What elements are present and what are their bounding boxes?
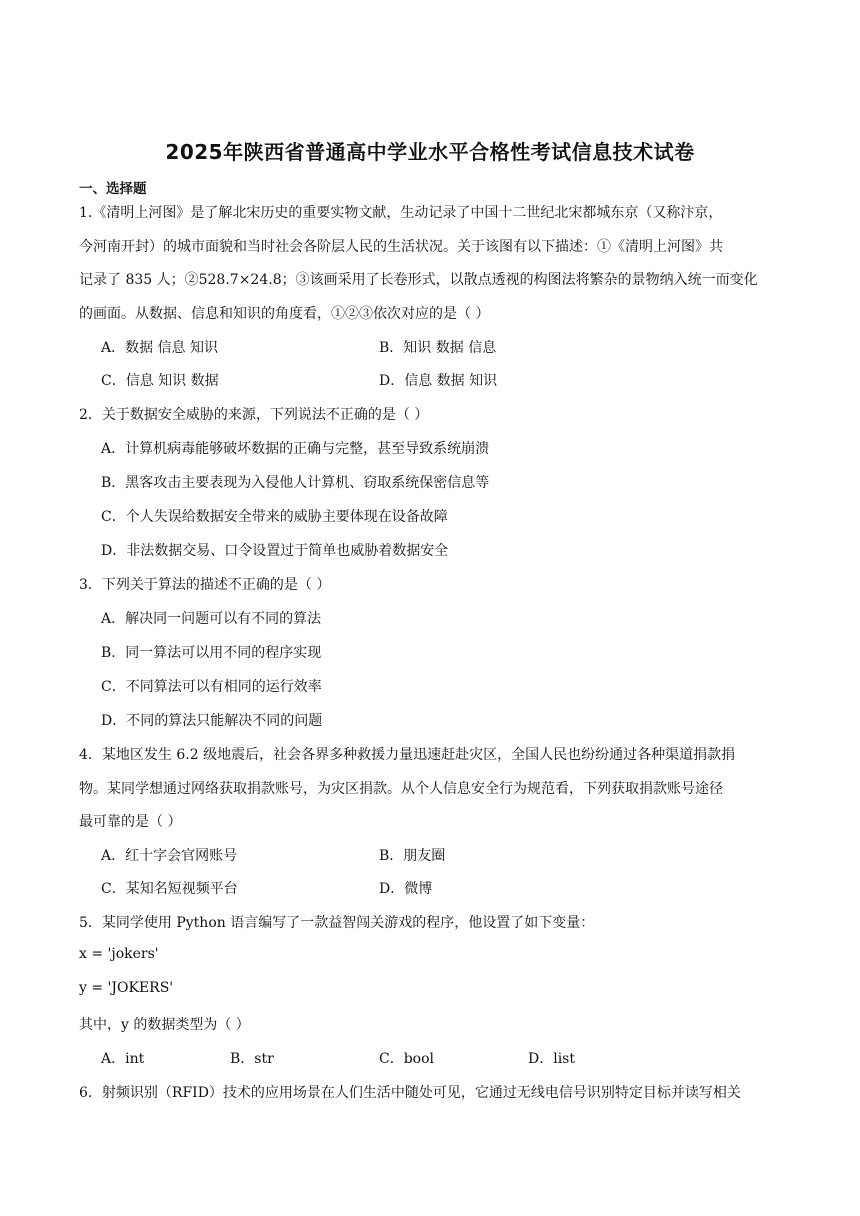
q5-question: 其中，y 的数据类型为（ ）	[79, 1017, 250, 1033]
q5-option-d: D．list	[528, 1051, 575, 1067]
q1-option-a: A．数据 信息 知识	[101, 340, 219, 356]
q3-option-b: B．同一算法可以用不同的程序实现	[101, 645, 322, 661]
q5-stem: 5．某同学使用 Python 语言编写了一款益智闯关游戏的程序，他设置了如下变量：	[79, 915, 595, 931]
q1-line-4: 的画面。从数据、信息和知识的角度看，①②③依次对应的是（ ）	[79, 306, 490, 322]
q3-option-c: C．不同算法可以有相同的运行效率	[101, 679, 322, 695]
q2-option-c: C．个人失误给数据安全带来的威胁主要体现在设备故障	[101, 509, 448, 525]
q4-line-3: 最可靠的是（ ）	[79, 814, 182, 830]
q6-stem: 6．射频识别（RFID）技术的应用场景在人们生活中随处可见，它通过无线电信号识别特定目标并读写相关	[79, 1085, 741, 1101]
q5-code-y: y = 'JOKERS'	[79, 980, 174, 996]
q4-option-c: C．某知名短视频平台	[101, 881, 238, 897]
q2-option-a: A．计算机病毒能够破坏数据的正确与完整，甚至导致系统崩溃	[101, 441, 490, 457]
q4-option-b: B．朋友圈	[379, 848, 446, 864]
q5-code-x: x = 'jokers'	[79, 946, 159, 962]
q5-option-a: A．int	[101, 1051, 145, 1067]
q3-option-d: D．不同的算法只能解决不同的问题	[101, 713, 323, 729]
q4-line-1: 4．某地区发生 6.2 级地震后，社会各界多种救援力量迅速赶赴灾区，全国人民也纷纷通过各种渠道捐款捐	[79, 747, 736, 763]
q3-stem: 3．下列关于算法的描述不正确的是（ ）	[79, 577, 331, 593]
q1-option-c: C．信息 知识 数据	[101, 373, 219, 389]
q1-line-1: 1.《清明上河图》是了解北宋历史的重要实物文献，生动记录了中国十二世纪北宋都城东京（又称汴京，	[79, 205, 723, 221]
q5-option-c: C．bool	[379, 1051, 435, 1067]
q2-option-b: B．黑客攻击主要表现为入侵他人计算机、窃取系统保密信息等	[101, 475, 490, 491]
section-heading: 一、选择题	[79, 181, 147, 197]
page-title: 2025年陕西省普通高中学业水平合格性考试信息技术试卷	[165, 140, 695, 164]
q3-option-a: A．解决同一问题可以有不同的算法	[101, 611, 322, 627]
q2-option-d: D．非法数据交易、口令设置过于简单也威胁着数据安全	[101, 543, 449, 559]
q4-option-a: A．红十字会官网账号	[101, 848, 238, 864]
q5-option-b: B．str	[230, 1051, 274, 1067]
q1-line-3: 记录了 835 人；②528.7×24.8；③该画采用了长卷形式，以散点透视的构图法将繁杂的景物纳入统一而变化	[79, 272, 758, 288]
q1-option-b: B．知识 数据 信息	[379, 340, 497, 356]
q4-line-2: 物。某同学想通过网络获取捐款账号，为灾区捐款。从个人信息安全行为规范看，下列获取捐款账号途径	[79, 781, 723, 797]
q4-option-d: D．微博	[379, 881, 433, 897]
q1-line-2: 今河南开封）的城市面貌和当时社会各阶层人民的生活状况。关于该图有以下描述：①《清明上河图》共	[79, 239, 723, 255]
q1-option-d: D．信息 数据 知识	[379, 373, 498, 389]
q2-stem: 2．关于数据安全威胁的来源，下列说法不正确的是（ ）	[79, 407, 429, 423]
